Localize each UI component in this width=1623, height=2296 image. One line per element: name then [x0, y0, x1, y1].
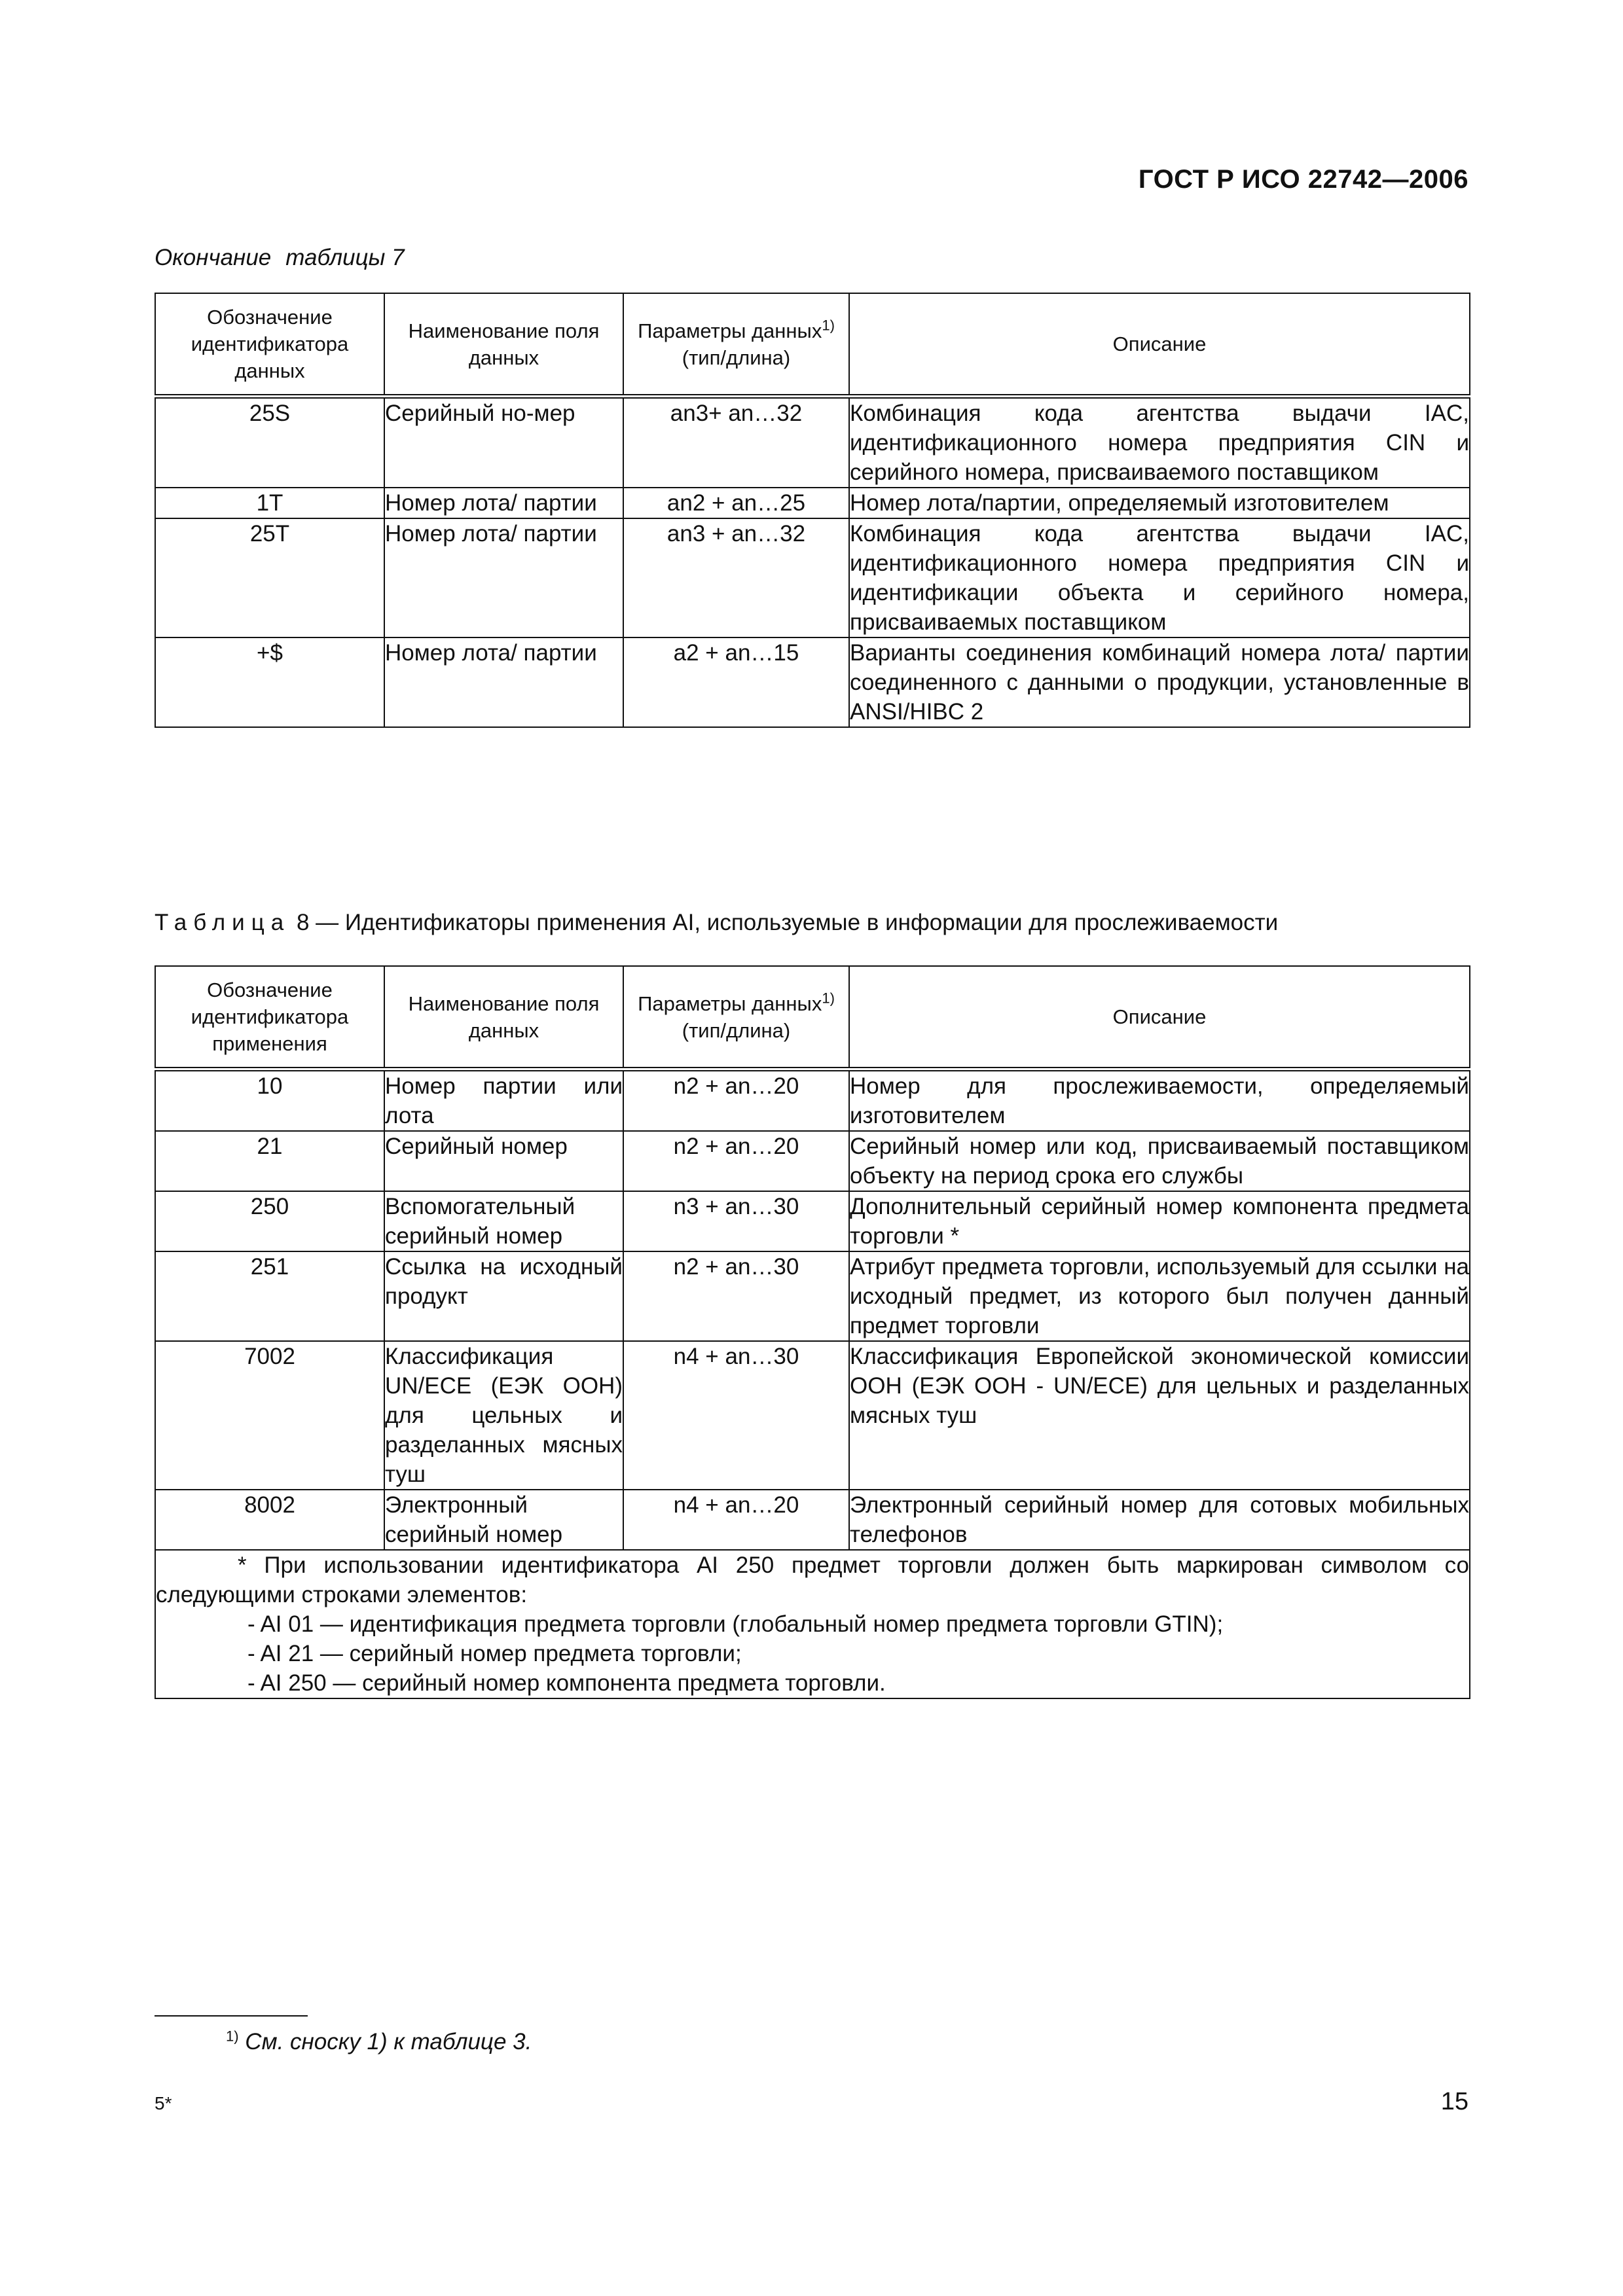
row-name-cell: Вспомогательный серийный номер	[384, 1191, 623, 1251]
row-param-cell: a2 + an…15	[623, 637, 849, 727]
note-item: - AI 21 — серийный номер предмета торговли;	[247, 1641, 742, 1666]
row-desc-cell: Дополнительный серийный номер компонента предмета торговли *	[849, 1191, 1470, 1251]
row-code-cell: 21	[155, 1131, 384, 1191]
table8-header-row	[155, 966, 1470, 1069]
table7-col-code: Обозначение идентификатора данных	[155, 293, 384, 397]
table-row	[155, 1341, 1470, 1490]
row-desc-cell: Атрибут предмета торговли, используемый для ссылки на исходный предмет, из которого был получен данный предмет торговли	[849, 1251, 1470, 1341]
table-row	[155, 1490, 1470, 1550]
table8-note-row	[155, 1550, 1470, 1698]
row-name-cell: Серийный но-мер	[384, 397, 623, 488]
document-header: ГОСТ Р ИСО 22742—2006	[1138, 165, 1468, 194]
row-param-cell: n4 + an…20	[623, 1490, 849, 1550]
row-code-cell: 7002	[155, 1341, 384, 1490]
table-row	[155, 1069, 1470, 1132]
footnote: $^{1)}$ См. сноску 1) к таблице 3.	[226, 2028, 532, 2054]
row-desc-cell: Комбинация кода агентства выдачи IAC, идентификационного номера предприятия CIN и серийного номера, присваиваемого поставщиком	[849, 397, 1470, 488]
table8-caption	[155, 910, 1278, 936]
row-param-cell: n4 + an…30	[623, 1341, 849, 1490]
row-desc-cell: Номер лота/партии, определяемый изготовителем	[849, 488, 1470, 518]
row-param-cell: an3+ an…32	[623, 397, 849, 488]
table-row	[155, 1131, 1470, 1191]
note-item: - AI 250 — серийный номер компонента предмета торговли.	[247, 1670, 886, 1696]
row-desc-cell: Серийный номер или код, присваиваемый поставщиком объекту на период срока его службы	[849, 1131, 1470, 1191]
row-code-cell: 25T	[155, 518, 384, 637]
table7-caption	[155, 245, 405, 271]
table-row	[155, 637, 1470, 727]
row-name-cell: Номер партии или лота	[384, 1069, 623, 1132]
table-row	[155, 397, 1470, 488]
row-name-cell: Номер лота/ партии	[384, 518, 623, 637]
table7-col-desc: Описание	[849, 293, 1470, 397]
table-row	[155, 1191, 1470, 1251]
row-desc-cell: Варианты соединения комбинаций номера лота/ партии соединенного с данными о продукции, установленные в ANSI/HIBC 2	[849, 637, 1470, 727]
row-desc-cell: Электронный серийный номер для сотовых мобильных телефонов	[849, 1490, 1470, 1550]
row-desc-cell: Номер для прослеживаемости, определяемый изготовителем	[849, 1069, 1470, 1132]
table7-col-param: Параметры данных$^{1)}$ (тип/длина)	[623, 293, 849, 397]
table-row	[155, 1251, 1470, 1341]
row-code-cell: 25S	[155, 397, 384, 488]
footnote-divider	[155, 2015, 308, 2017]
row-code-cell: +$	[155, 637, 384, 727]
table7-caption-a: Окончание	[155, 245, 272, 270]
table8-caption-text: 8 — Идентификаторы применения AI, используемые в информации для прослеживаемости	[296, 910, 1279, 935]
row-desc-cell: Комбинация кода агентства выдачи IAC, идентификационного номера предприятия CIN и идентификации объекта и серийного номера, присваиваемых поставщиком	[849, 518, 1470, 637]
row-name-cell: Серийный номер	[384, 1131, 623, 1191]
row-code-cell: 1T	[155, 488, 384, 518]
row-desc-cell: Классификация Европейской экономической комиссии ООН (ЕЭК ООН - UN/ECE) для цельных и разделанных мясных туш	[849, 1341, 1470, 1490]
table8-col-desc: Описание	[849, 966, 1470, 1069]
table7-col-name: Наименование поля данных	[384, 293, 623, 397]
row-code-cell: 251	[155, 1251, 384, 1341]
table-8	[155, 965, 1470, 1699]
note-item: - AI 01 — идентификация предмета торговли (глобальный номер предмета торговли GTIN);	[247, 1611, 1224, 1637]
row-code-cell: 10	[155, 1069, 384, 1132]
row-param-cell: an2 + an…25	[623, 488, 849, 518]
row-param-cell: n3 + an…30	[623, 1191, 849, 1251]
row-param-cell: n2 + an…20	[623, 1069, 849, 1132]
row-param-cell: n2 + an…20	[623, 1131, 849, 1191]
row-name-cell: Номер лота/ партии	[384, 637, 623, 727]
row-name-cell: Номер лота/ партии	[384, 488, 623, 518]
note-intro: * При использовании идентификатора AI 250 предмет торговли должен быть маркирован символом со следующими строками элементов:	[156, 1552, 1469, 1607]
table8-caption-label: Таблица	[155, 910, 291, 935]
row-code-cell: 8002	[155, 1490, 384, 1550]
row-code-cell: 250	[155, 1191, 384, 1251]
table8-col-param: Параметры данных$^{1)}$ (тип/длина)	[623, 966, 849, 1069]
page-number: 15	[1440, 2088, 1468, 2115]
table8-col-name: Наименование поля данных	[384, 966, 623, 1069]
row-param-cell: an3 + an…32	[623, 518, 849, 637]
table8-note	[155, 1550, 1470, 1698]
table-row	[155, 518, 1470, 637]
row-param-cell: n2 + an…30	[623, 1251, 849, 1341]
sheet-mark: 5*	[155, 2093, 172, 2113]
table7-header-row	[155, 293, 1470, 397]
table8-col-code: Обозначение идентификатора применения	[155, 966, 384, 1069]
row-name-cell: Классификация UN/ECE (ЕЭК ООН) для цельных и разделанных мясных туш	[384, 1341, 623, 1490]
table7-caption-b: таблицы 7	[285, 245, 405, 270]
table-7	[155, 293, 1470, 728]
row-name-cell: Ссылка на исходный продукт	[384, 1251, 623, 1341]
row-name-cell: Электронный серийный номер	[384, 1490, 623, 1550]
table-row	[155, 488, 1470, 518]
